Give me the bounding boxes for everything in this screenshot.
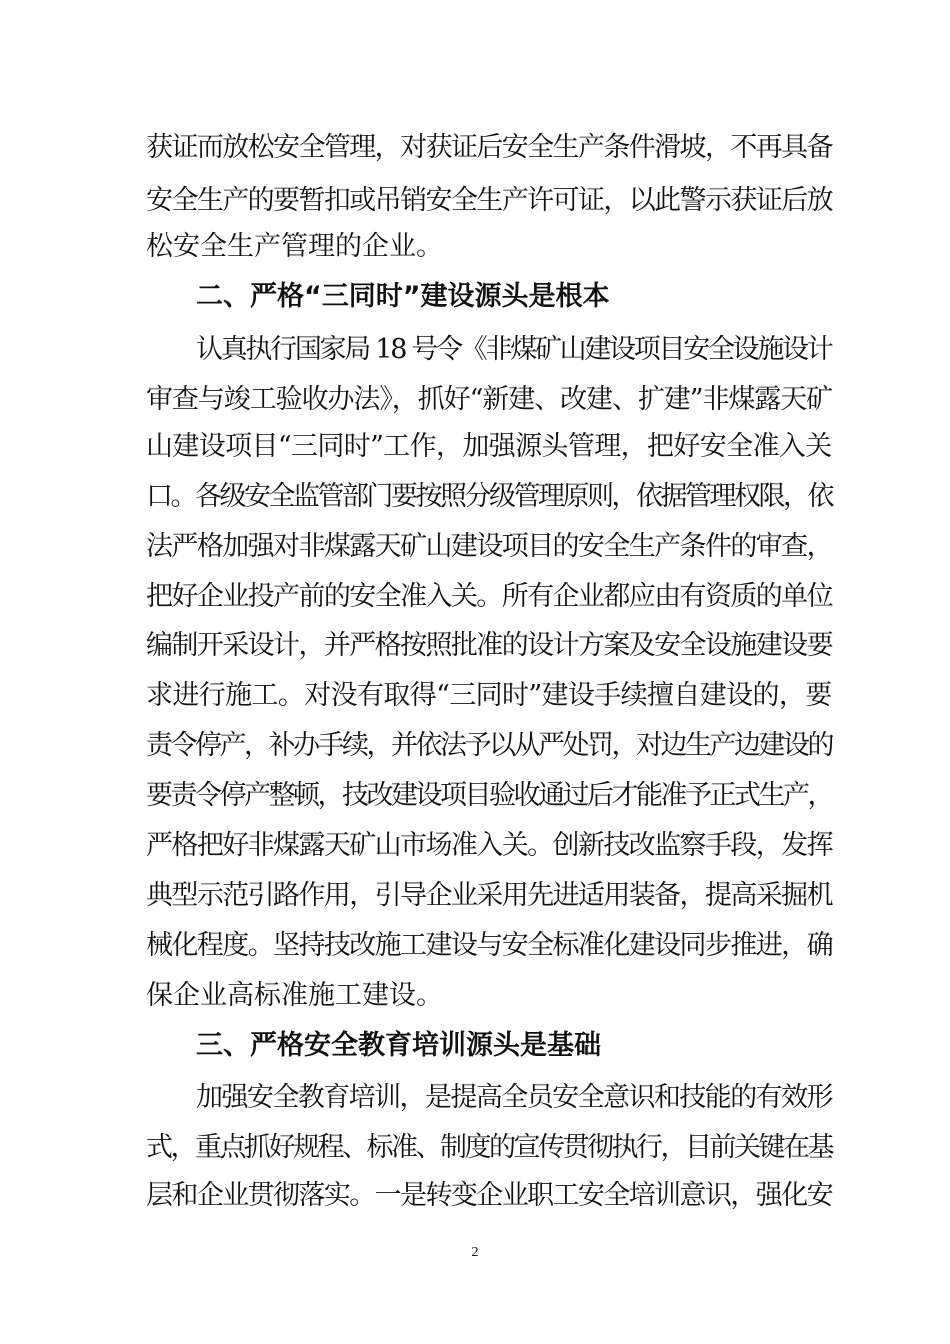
body-line: 松安全生产管理的企业。 [146,231,443,262]
body-line: 械化程度。坚持技改施工建设与安全标准化建设同步推进，确 [146,930,832,961]
body-line: 山建设项目“三同时”工作，加强源头管理，把好安全准入关 [146,431,832,462]
body-line: 编制开采设计，并严格按照批准的设计方案及安全设施建设要 [146,630,832,661]
body-line: 认真执行国家局 18 号令《非煤矿山建设项目安全设施设计 [196,334,832,365]
body-line: 加强安全教育培训，是提高全员安全意识和技能的有效形 [196,1082,832,1113]
page-number: 2 [471,1245,479,1260]
body-line: 式，重点抓好规程、标准、制度的宣传贯彻执行，目前关键在基 [146,1132,832,1163]
body-line: 责令停产，补办手续，并依法予以从严处罚，对边生产边建设的 [146,730,832,761]
body-line: 求进行施工。对没有取得“三同时”建设手续擅自建设的，要 [146,680,832,711]
body-line: 审查与竣工验收办法》，抓好“新建、改建、扩建”非煤露天矿 [146,384,833,415]
body-line: 层和企业贯彻落实。一是转变企业职工安全培训意识，强化安 [146,1180,832,1211]
section-heading-2: 二、严格“三同时”建设源头是根本 [196,281,610,312]
body-line: 把好企业投产前的安全准入关。所有企业都应由有资质的单位 [146,581,832,612]
body-line: 获证而放松安全管理，对获证后安全生产条件滑坡，不再具备 [146,132,832,163]
body-line: 严格把好非煤露天矿山市场准入关。创新技改监察手段，发挥 [146,830,832,861]
section-heading-3: 三、严格安全教育培训源头是基础 [196,1030,601,1061]
body-line: 法严格加强对非煤露天矿山建设项目的安全生产条件的审查， [146,531,832,562]
body-line: 口。各级安全监管部门要按照分级管理原则，依据管理权限，依 [146,481,832,512]
body-line: 要责令停产整顿，技改建设项目验收通过后才能准予正式生产， [146,780,832,811]
body-line: 安全生产的要暂扣或吊销安全生产许可证，以此警示获证后放 [146,185,832,216]
body-line: 保企业高标准施工建设。 [146,980,443,1011]
body-line: 典型示范引路作用，引导企业采用先进适用装备，提高采掘机 [146,880,832,911]
